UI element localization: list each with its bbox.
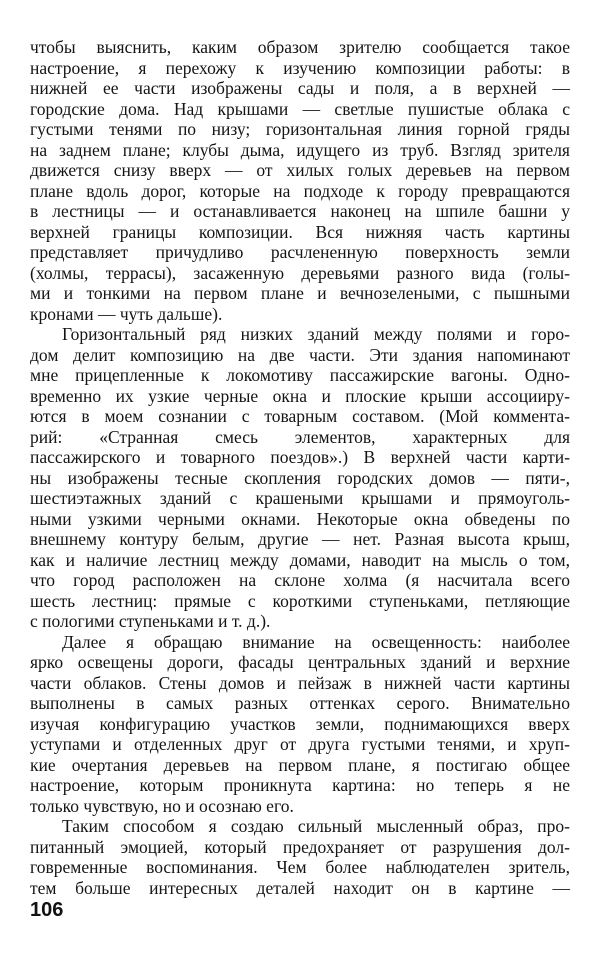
text-line: как и наличие лестниц между домами, наводит на мысль о том, bbox=[30, 549, 570, 570]
text-line: питанный эмоцией, который предохраняет от разрушения дол- bbox=[30, 836, 570, 857]
text-line: тем больше интересных деталей находит он в картине — bbox=[30, 877, 570, 898]
paragraph bbox=[30, 37, 570, 324]
text-line: верхней границы композиции. Вся нижняя часть картины bbox=[30, 221, 570, 242]
text-line: ными узкими черными окнами. Некоторые окна обведены по bbox=[30, 508, 570, 529]
text-line: что город расположен на склоне холма (я насчитала всего bbox=[30, 570, 570, 590]
text-line: нижней ее части изображены сады и поля, а в верхней — bbox=[30, 78, 570, 98]
text-line: ми и тонкими на первом плане и вечнозелеными, с пышными bbox=[30, 283, 570, 303]
text-line: дом делит композицию на две части. Эти здания напоминают bbox=[30, 344, 570, 365]
paragraph bbox=[30, 816, 570, 898]
text-line: в лестницы — и останавливается наконец на шпиле башни у bbox=[30, 201, 570, 221]
text-line: густыми тенями по низу; горизонтальная линия горной гряды bbox=[30, 119, 570, 139]
text-line: ются в моем сознании с товарным составом. (Мой коммента- bbox=[30, 406, 570, 426]
text-line: рий: «Странная смесь элементов, характерных для bbox=[30, 426, 570, 447]
text-line: (холмы, террасы), засаженную деревьями разного вида (голы- bbox=[30, 262, 570, 283]
text-line: только чувствую, но и осознаю его. bbox=[30, 795, 294, 816]
text-line: настроение, я перехожу к изучению композиции работы: в bbox=[30, 57, 570, 78]
text-line: Далее я обращаю внимание на освещенность: наиболее bbox=[62, 631, 570, 652]
text-line: уступами и отделенных друг от друга густыми тенями, и хруп- bbox=[30, 734, 570, 754]
text-line: шесть лестниц: прямые с короткими ступеньками, петляющие bbox=[30, 590, 570, 611]
text-line: части облаков. Стены домов и пейзаж в нижней части картины bbox=[30, 672, 570, 693]
text-line: движется снизу вверх — от хилых голых деревьев на первом bbox=[30, 160, 570, 180]
text-line: настроение, которым проникнута картина: но теперь я не bbox=[30, 775, 570, 795]
text-line: ярко освещены дороги, фасады центральных зданий и верхние bbox=[30, 652, 570, 672]
text-line: представляет причудливо расчлененную поверхность земли bbox=[30, 242, 570, 262]
text-line: с пологими ступеньками и т. д.). bbox=[30, 611, 271, 631]
text-line: городские дома. Над крышами — светлые пушистые облака с bbox=[30, 98, 570, 119]
text-line: шестиэтажных зданий с крашеными крышами и прямоуголь- bbox=[30, 488, 570, 508]
text-line: изучая конфигурацию участков земли, поднимающихся вверх bbox=[30, 713, 570, 734]
text-line: временно их узкие черные окна и плоские крыши ассоцииру- bbox=[30, 385, 570, 406]
text-line: на заднем плане; клубы дыма, идущего из труб. Взгляд зрителя bbox=[30, 139, 570, 160]
text-line: кронами — чуть дальше). bbox=[30, 303, 223, 324]
text-line: ны изображены тесные скопления городских домов — пяти-, bbox=[30, 467, 570, 488]
text-line: внешнему контуру белым, другие — нет. Разная высота крыш, bbox=[30, 529, 570, 549]
text-line: кие очертания деревьев на первом плане, я постигаю общее bbox=[30, 754, 570, 775]
text-line: плане вдоль дорог, которые на подходе к городу превращаются bbox=[30, 180, 570, 201]
text-line: выполнены в самых разных оттенках серого. Внимательно bbox=[30, 693, 570, 713]
text-line: Таким способом я создаю сильный мысленный образ, про- bbox=[62, 816, 570, 836]
text-line: чтобы выяснить, каким образом зрителю сообщается такое bbox=[30, 37, 570, 57]
page-number: 106 bbox=[30, 899, 64, 921]
paragraph bbox=[30, 632, 570, 817]
body-text bbox=[30, 37, 570, 898]
text-line: говременные воспоминания. Чем более наблюдателен зритель, bbox=[30, 857, 570, 877]
paragraph bbox=[30, 324, 570, 632]
text-line: мне прицепленные к локомотиву пассажирские вагоны. Одно- bbox=[30, 365, 570, 385]
text-line: Горизонтальный ряд низких зданий между полями и горо- bbox=[62, 324, 570, 344]
text-line: пассажирского и товарного поездов».) В верхней части карти- bbox=[30, 447, 570, 467]
